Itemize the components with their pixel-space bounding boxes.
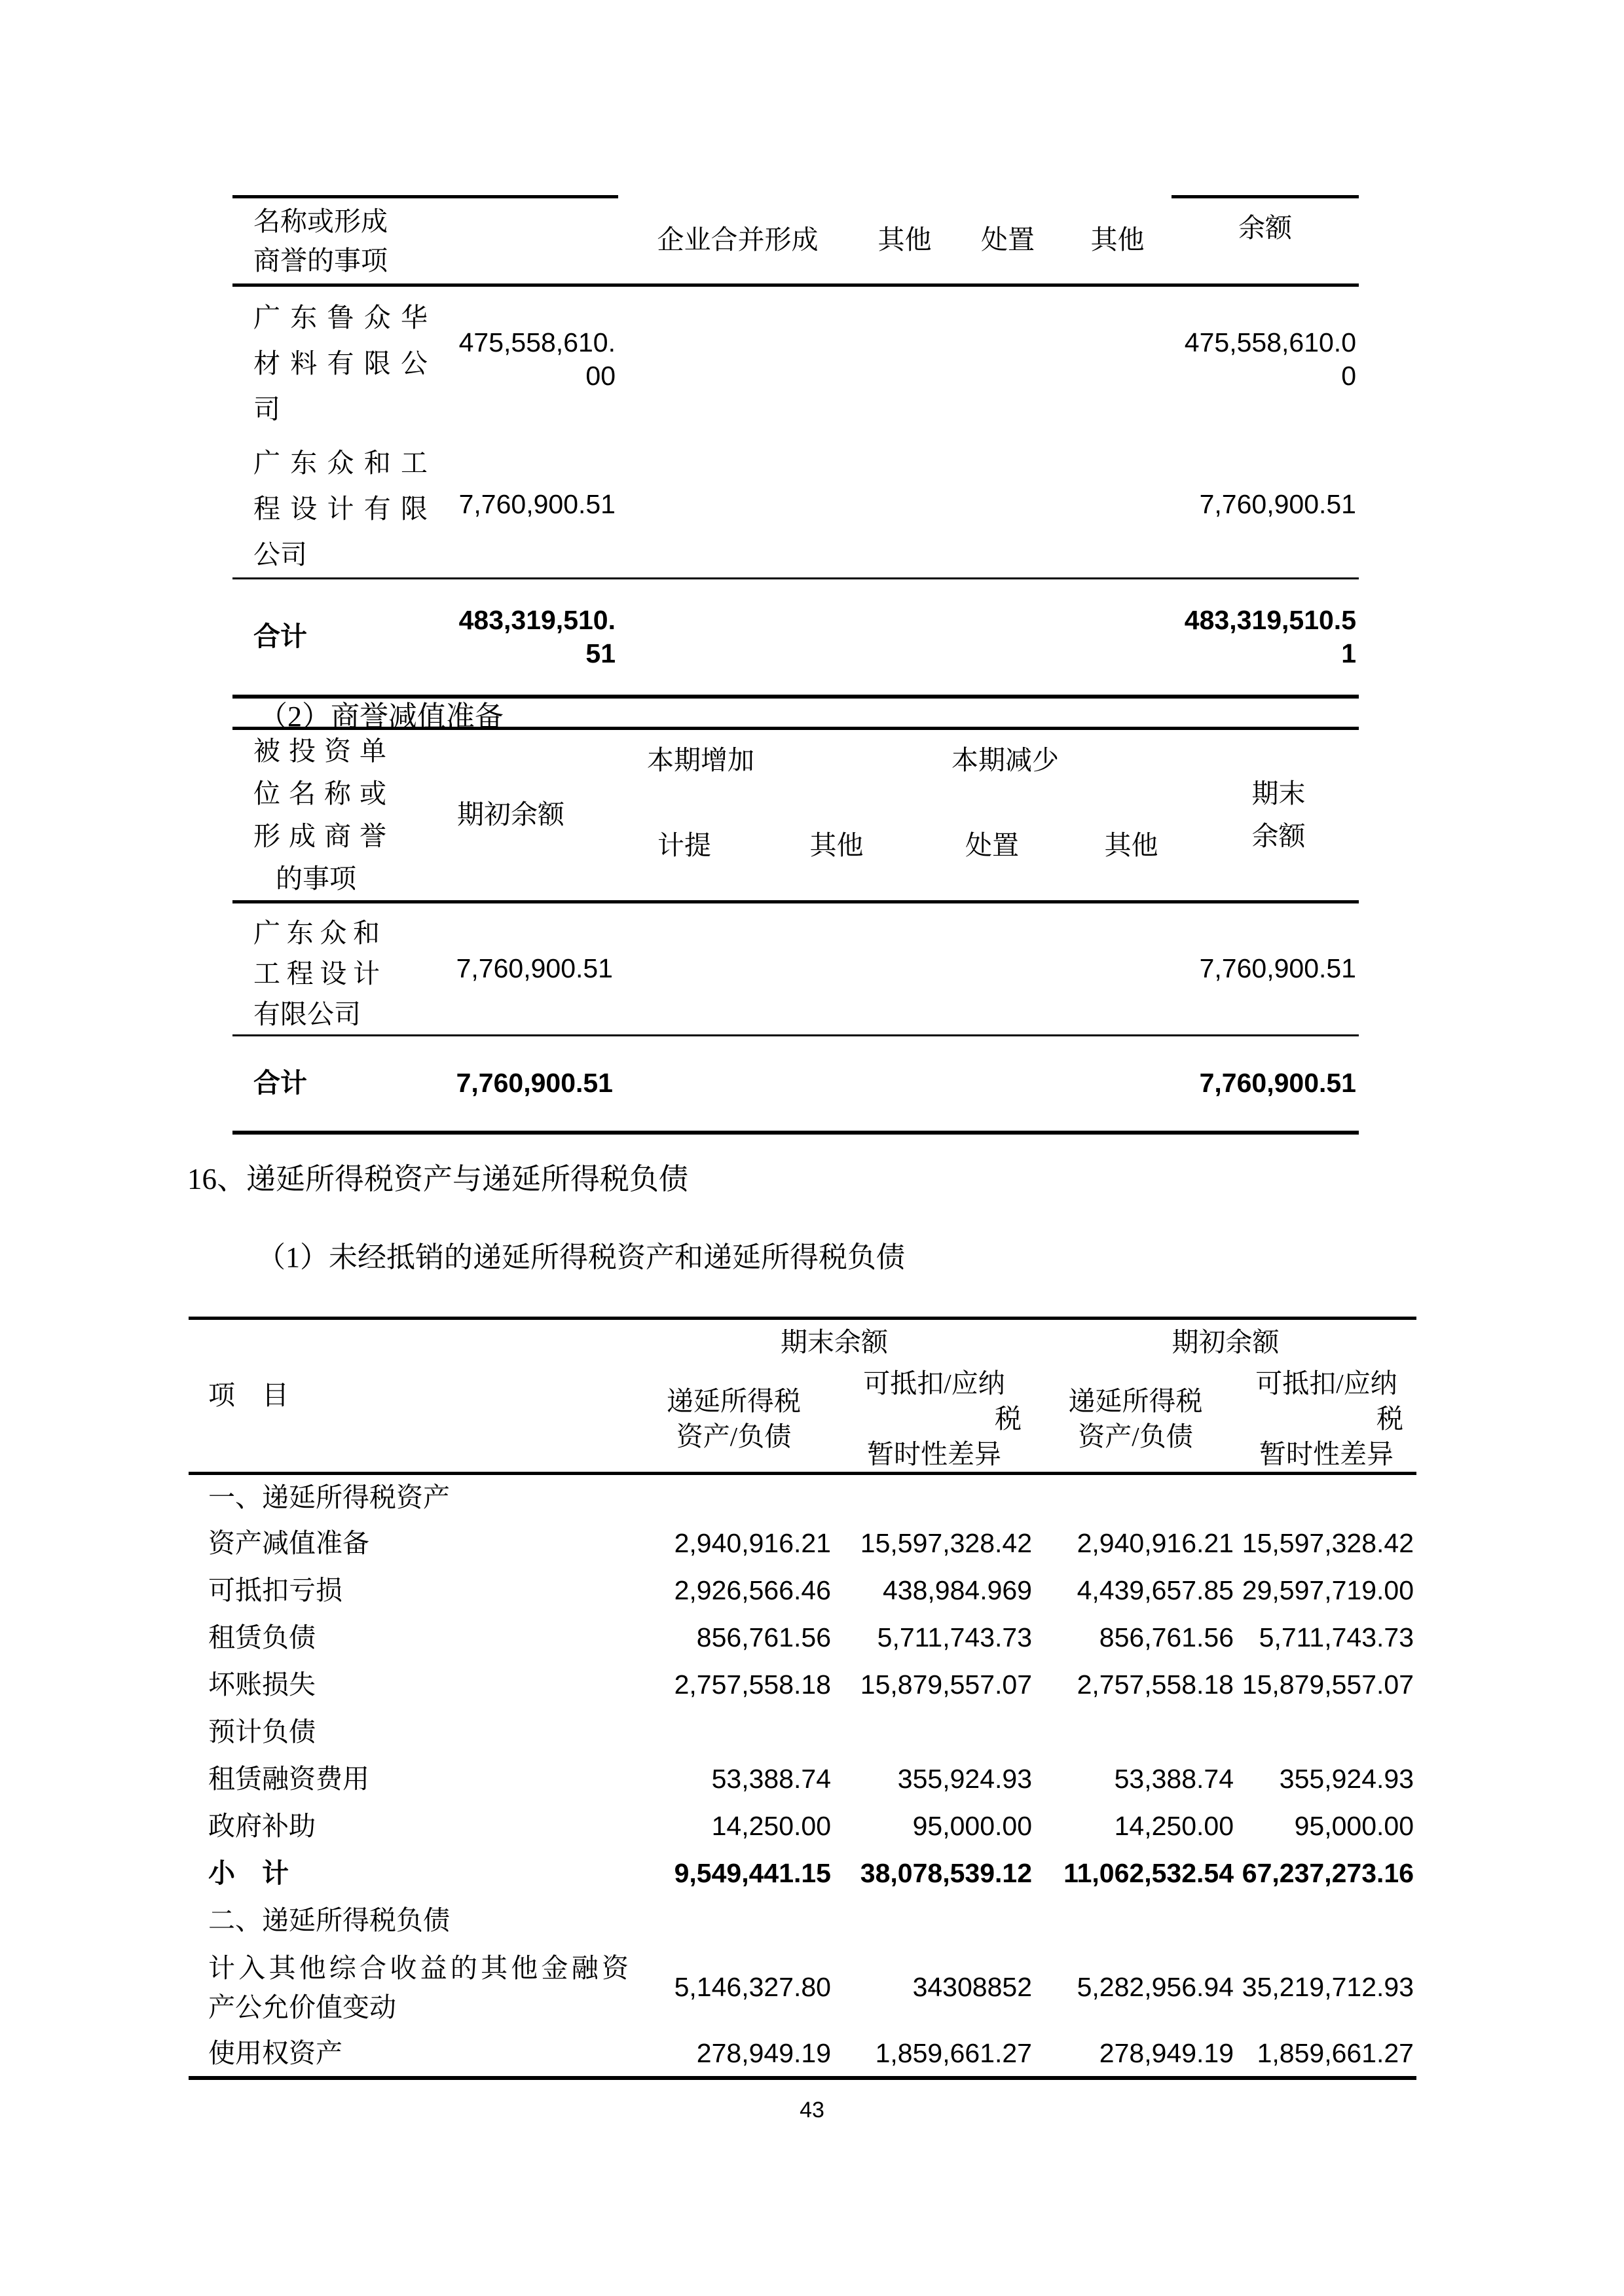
cell-value: 1,859,661.27 [1236, 2031, 1416, 2078]
cell-value: 2,926,566.46 [674, 1575, 831, 1606]
cell-empty [1236, 1473, 1416, 1520]
cell-value: 5,711,743.73 [1259, 1622, 1414, 1653]
cell-empty [634, 1709, 834, 1756]
header-line: 递延所得税 [667, 1385, 801, 1416]
table-row [189, 1756, 1416, 1803]
cell-empty [857, 432, 952, 579]
goodwill-impairment-table [232, 727, 1359, 1135]
col-header-goodwill-item [232, 197, 618, 285]
cell-empty [920, 902, 1064, 1036]
cell-value: 2,940,916.21 [674, 1528, 831, 1559]
cell-value: 5,282,956.94 [1077, 1972, 1234, 2003]
item-label: 二、递延所得税负债 [208, 1905, 450, 1936]
cell-initial-balance: 475,558,610.00 [458, 327, 616, 391]
header-line: 可抵扣/应纳 [1255, 1368, 1397, 1398]
cell-empty [834, 1897, 1035, 1944]
cell-value: 35,219,712.93 [1242, 1972, 1414, 2003]
item-label: 可抵扣亏损 [208, 1575, 342, 1606]
item-label: 租赁负债 [208, 1622, 316, 1653]
col-header-business-combination: 企业合并形成 [618, 197, 857, 285]
cell-value: 95,000.00 [1294, 1811, 1414, 1842]
cell-empty [834, 1473, 1035, 1520]
cell-value: 34308852 [912, 1972, 1032, 2003]
cell-value: 15,879,557.07 [860, 1669, 1032, 1700]
item-label: 预计负债 [208, 1717, 316, 1747]
cell-value: 15,879,557.07 [1242, 1669, 1414, 1700]
cell-value: 2,757,558.18 [674, 1669, 831, 1700]
group-header-closing-balance: 期末余额 [634, 1319, 1035, 1366]
cell-empty [952, 285, 1063, 433]
col-header-item: 项 目 [189, 1319, 634, 1474]
cell-empty [952, 432, 1063, 579]
header-line: 资产/负债 [676, 1421, 792, 1451]
header-line: 递延所得税 [1068, 1385, 1203, 1416]
table-row [189, 1662, 1416, 1709]
cell-empty [616, 902, 753, 1036]
header-line: 位名称或 [253, 778, 386, 809]
cell-value: 15,597,328.42 [1242, 1528, 1414, 1559]
name-line: 程设计有限 [253, 494, 428, 524]
header-line: 税 [995, 1403, 1022, 1434]
header-line: 可抵扣/应纳 [863, 1368, 1005, 1398]
item-label: 使用权资产 [189, 2031, 634, 2078]
table-row [189, 1520, 1416, 1567]
total-row [232, 579, 1359, 697]
table-header-row [189, 1319, 1416, 1366]
name-line: 材料有限公 [253, 348, 428, 378]
table-row [189, 1944, 1416, 2031]
goodwill-cost-table [232, 195, 1359, 699]
cell-value: 53,388.74 [1114, 1764, 1234, 1795]
cell-closing-balance: 7,760,900.51 [1198, 1036, 1359, 1133]
cell-value: 2,757,558.18 [1077, 1669, 1234, 1700]
cell-empty [1236, 1897, 1416, 1944]
total-row [232, 1036, 1359, 1133]
cell-empty [920, 1036, 1064, 1133]
name-line: 有限公司 [253, 999, 361, 1029]
subtotal-row [189, 1850, 1416, 1897]
company-name [232, 285, 451, 433]
cell-empty [618, 579, 857, 697]
cell-value: 15,597,328.42 [860, 1528, 1032, 1559]
cell-empty [1035, 1709, 1236, 1756]
cell-value: 38,078,539.12 [860, 1858, 1032, 1889]
group-header-decrease: 本期减少 [920, 729, 1198, 791]
cell-value: 1,859,661.27 [834, 2031, 1035, 2078]
name-line: 工程设计 [253, 958, 380, 989]
name-line: 广东众和 [253, 918, 380, 948]
item-label: 资产减值准备 [208, 1528, 369, 1559]
cell-value: 4,439,657.85 [1077, 1575, 1234, 1606]
cell-value: 278,949.19 [1035, 2031, 1236, 2078]
cell-value: 355,924.93 [1279, 1764, 1414, 1795]
header-line: 形成商誉 [253, 821, 386, 851]
cell-opening-balance: 7,760,900.51 [406, 902, 616, 1036]
cell-empty [834, 1709, 1035, 1756]
col-header-other-increase: 其他 [857, 197, 952, 285]
item-label: 政府补助 [208, 1811, 316, 1842]
header-line: 被投资单 [253, 736, 386, 766]
section-row [189, 1897, 1416, 1944]
col-header-temp-difference-closing [834, 1366, 1035, 1474]
section-subheading-unoffset-deferred-tax: （1）未经抵销的递延所得税资产和递延所得税负债 [257, 1241, 905, 1273]
table-row [232, 432, 1359, 579]
col-header-other-decrease: 其他 [1064, 791, 1198, 902]
cell-empty [634, 1473, 834, 1520]
cell-empty [616, 1036, 753, 1133]
cell-value: 5,711,743.73 [877, 1622, 1032, 1653]
cell-empty [1064, 902, 1198, 1036]
cell-empty [1063, 579, 1172, 697]
table-row [189, 1614, 1416, 1662]
header-line: 商誉的事项 [253, 246, 388, 276]
cell-value: 67,237,273.16 [1242, 1858, 1414, 1889]
group-header-increase: 本期增加 [616, 729, 920, 791]
cell-value: 5,146,327.80 [674, 1972, 831, 2003]
cell-value: 856,761.56 [1099, 1622, 1234, 1653]
group-header-opening-balance: 期初余额 [1035, 1319, 1416, 1366]
col-header-disposal: 处置 [952, 197, 1063, 285]
cell-initial-balance: 7,760,900.51 [451, 432, 618, 579]
cell-value: 14,250.00 [711, 1811, 831, 1842]
cell-empty [1035, 1473, 1236, 1520]
header-line: 资产/负债 [1078, 1421, 1193, 1451]
cell-empty [618, 285, 857, 433]
item-label: 坏账损失 [208, 1669, 316, 1700]
cell-ending-balance: 475,558,610.00 [1184, 327, 1356, 391]
cell-ending-balance: 7,760,900.51 [1172, 432, 1359, 579]
name-line: 广东众和工 [253, 448, 428, 478]
col-header-other-decrease: 其他 [1063, 197, 1172, 285]
col-header-temp-difference-opening [1236, 1366, 1416, 1474]
cell-empty [857, 285, 952, 433]
cell-empty [753, 902, 920, 1036]
header-line: 名称或形成 [253, 206, 388, 236]
col-header-disposal: 处置 [920, 791, 1064, 902]
table-row [189, 2031, 1416, 2078]
company-name [232, 432, 451, 579]
cell-value: 2,940,916.21 [1077, 1528, 1234, 1559]
table-row [232, 902, 1359, 1036]
name-line: 广东鲁众华 [253, 302, 428, 333]
cell-empty [634, 1897, 834, 1944]
col-header-balance: 余额 [1172, 197, 1359, 285]
cell-value: 9,549,441.15 [674, 1858, 831, 1889]
cell-empty [618, 432, 857, 579]
table-row [189, 1709, 1416, 1756]
cell-empty [1064, 1036, 1198, 1133]
header-line: 余额 [1251, 821, 1306, 851]
subtotal-label: 小 计 [208, 1858, 289, 1889]
cell-value: 29,597,719.00 [1242, 1575, 1414, 1606]
total-label: 合计 [232, 579, 451, 697]
cell-initial-balance: 483,319,510.51 [451, 579, 618, 697]
cell-value: 14,250.00 [1114, 1811, 1234, 1842]
col-header-investee-item [232, 729, 406, 902]
header-line: 的事项 [276, 864, 356, 894]
header-line: 税 [1376, 1403, 1403, 1434]
page-number: 43 [800, 2098, 824, 2123]
cell-value: 278,949.19 [634, 2031, 834, 2078]
table-header-row [232, 197, 1359, 285]
section-row [189, 1473, 1416, 1520]
cell-value: 856,761.56 [696, 1622, 831, 1653]
cell-empty [1035, 1897, 1236, 1944]
cell-value: 355,924.93 [897, 1764, 1032, 1795]
cell-value: 11,062,532.54 [1063, 1858, 1234, 1889]
table-row [189, 1567, 1416, 1614]
name-line: 公司 [253, 539, 307, 570]
cell-ending-balance: 483,319,510.51 [1172, 579, 1359, 697]
col-header-dta-dtl-opening [1035, 1366, 1236, 1474]
total-label: 合计 [232, 1036, 406, 1133]
company-name [232, 902, 406, 1036]
label-line: 产公允价值变动 [208, 1992, 396, 2022]
header-line: 暂时性差异 [867, 1438, 1001, 1469]
table-row [232, 285, 1359, 433]
col-header-accrual: 计提 [616, 791, 753, 902]
col-header-opening-balance: 期初余额 [406, 729, 616, 902]
cell-closing-balance: 7,760,900.51 [1198, 902, 1359, 1036]
label-line: 计入其他综合收益的其他金融资 [208, 1953, 629, 1983]
cell-empty [857, 579, 952, 697]
cell-opening-balance: 7,760,900.51 [406, 1036, 616, 1133]
table-header-row [232, 729, 1359, 791]
header-line: 期末 [1251, 778, 1306, 809]
cell-empty [952, 579, 1063, 697]
cell-value: 95,000.00 [912, 1811, 1032, 1842]
table-row [189, 1803, 1416, 1850]
cell-empty [753, 1036, 920, 1133]
section-heading-deferred-tax: 16、递延所得税资产与递延所得税负债 [187, 1163, 689, 1195]
cell-empty [1063, 432, 1172, 579]
name-line: 司 [253, 394, 280, 424]
header-line: 暂时性差异 [1259, 1438, 1393, 1469]
cell-value: 53,388.74 [711, 1764, 831, 1795]
col-header-other-increase: 其他 [753, 791, 920, 902]
cell-value: 438,984.969 [882, 1575, 1032, 1606]
cell-empty [1236, 1709, 1416, 1756]
col-header-dta-dtl-closing [634, 1366, 834, 1474]
deferred-tax-table [189, 1317, 1416, 2080]
item-label: 一、递延所得税资产 [208, 1482, 450, 1512]
col-header-closing-balance [1198, 729, 1359, 902]
cell-empty [1063, 285, 1172, 433]
item-label [189, 1944, 634, 2031]
item-label: 租赁融资费用 [208, 1764, 369, 1795]
section-heading-goodwill-impairment: （2）商誉减值准备 [259, 701, 504, 733]
